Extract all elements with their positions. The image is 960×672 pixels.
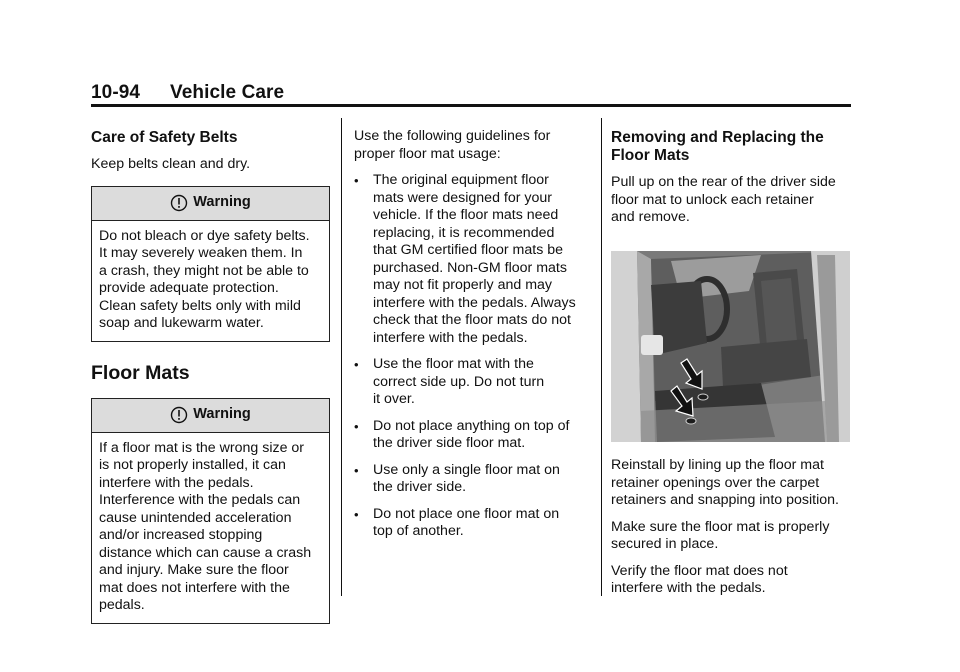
bullet-icon: •: [354, 357, 359, 372]
warning-line: Do not bleach or dye safety belts.: [99, 227, 310, 244]
warning-line: a crash, they might not be able to: [99, 262, 309, 279]
bullet-icon: •: [354, 506, 359, 522]
list-line: Use only a single floor mat on: [373, 461, 560, 478]
list-item: [354, 506, 594, 541]
warning-line: Clean safety belts only with mild: [99, 297, 301, 314]
reinstall-paragraph: [611, 457, 851, 510]
list-line: the driver side floor mat.: [373, 435, 526, 451]
guidelines-list: [354, 172, 594, 541]
warning-icon: [170, 406, 188, 424]
paragraph-line: retainers and snapping into position.: [611, 492, 839, 508]
bullet-icon: •: [354, 173, 359, 188]
list-line: replacing, it is recommended: [373, 224, 555, 241]
warning-body: [92, 433, 329, 623]
guidelines-intro: [354, 128, 594, 163]
verify-paragraph: [611, 563, 851, 598]
warning-line: Interference with the pedals can: [99, 492, 301, 508]
floor-mat-retainer-illustration: [611, 251, 850, 442]
paragraph-line: floor mat to unlock each retainer: [611, 191, 814, 208]
safety-belts-heading: Care of Safety Belts: [91, 129, 238, 146]
warning-title: Warning: [193, 406, 251, 423]
list-item: [354, 418, 594, 453]
page-number: 10-94: [91, 82, 141, 103]
warning-line: cause unintended acceleration: [99, 509, 292, 526]
warning-body: [92, 221, 329, 341]
column-middle: [354, 120, 594, 541]
list-line: Do not place one floor mat on: [373, 505, 560, 522]
floor-mats-warning: [91, 398, 330, 624]
list-line: that GM certified floor mats be: [373, 242, 564, 258]
list-line: correct side up. Do not turn: [373, 373, 545, 390]
warning-line: mat does not interfere with the: [99, 579, 290, 596]
warning-line: soap and lukewarm water.: [99, 315, 264, 331]
warning-line: and/or increased stopping: [99, 527, 263, 543]
warning-line: interfere with the pedals.: [99, 474, 254, 491]
list-line: check that the floor mats do not: [373, 312, 571, 328]
paragraph-line: retainer openings over the carpet: [611, 474, 820, 491]
warning-header: [92, 187, 329, 221]
column-divider: [341, 118, 342, 596]
paragraph-line: Pull up on the rear of the driver side: [611, 174, 836, 190]
list-line: Use the floor mat with the: [373, 356, 534, 372]
list-line: purchased. Non-GM floor mats: [373, 259, 567, 276]
removing-heading: [611, 129, 851, 165]
list-line: interfere with the pedals.: [373, 329, 528, 346]
warning-line: provide adequate protection.: [99, 280, 279, 296]
bullet-icon: •: [354, 418, 359, 434]
list-line: it over.: [373, 391, 415, 407]
column-right: [611, 120, 851, 598]
header-rule: [91, 104, 851, 107]
paragraph-line: Make sure the floor mat is properly: [611, 518, 830, 535]
safety-belts-warning: [91, 186, 330, 342]
warning-icon: [170, 194, 188, 212]
removal-paragraph: [611, 174, 851, 227]
warning-line: If a floor mat is the wrong size or: [99, 439, 305, 456]
warning-line: and injury. Make sure the floor: [99, 562, 289, 578]
heading-line: Floor Mats: [611, 147, 690, 164]
list-line: top of another.: [373, 523, 464, 539]
paragraph-line: interfere with the pedals.: [611, 580, 766, 596]
list-line: The original equipment floor: [373, 172, 549, 188]
paragraph-line: Reinstall by lining up the floor mat: [611, 457, 824, 473]
list-line: mats were designed for your: [373, 189, 553, 206]
list-line: Do not place anything on top of: [373, 417, 570, 434]
page-header: [91, 82, 851, 104]
safety-belts-intro: Keep belts clean and dry.: [91, 156, 251, 172]
secure-paragraph: [611, 519, 851, 554]
paragraph-line: secured in place.: [611, 536, 719, 552]
list-line: the driver side.: [373, 479, 467, 495]
list-item: [354, 172, 594, 347]
list-item: [354, 462, 594, 497]
paragraph-line: Verify the floor mat does not: [611, 562, 788, 579]
bullet-icon: •: [354, 462, 359, 478]
warning-header: [92, 399, 329, 433]
list-item: [354, 356, 594, 409]
intro-line: Use the following guidelines for: [354, 128, 551, 144]
warning-title: Warning: [193, 194, 251, 211]
warning-line: pedals.: [99, 597, 145, 613]
list-line: interfere with the pedals. Always: [373, 294, 576, 311]
column-left: [91, 120, 331, 624]
warning-line: distance which can cause a crash: [99, 544, 312, 561]
section-title: Vehicle Care: [170, 82, 285, 103]
warning-line: is not properly installed, it can: [99, 457, 286, 473]
column-divider: [601, 118, 602, 596]
list-line: may not fit properly and may: [373, 277, 552, 293]
floor-mats-heading: Floor Mats: [91, 361, 190, 384]
intro-line: proper floor mat usage:: [354, 145, 501, 162]
list-line: vehicle. If the floor mats need: [373, 207, 559, 223]
paragraph-line: and remove.: [611, 209, 690, 225]
warning-line: It may severely weaken them. In: [99, 245, 303, 261]
heading-line: Removing and Replacing the: [611, 129, 824, 146]
